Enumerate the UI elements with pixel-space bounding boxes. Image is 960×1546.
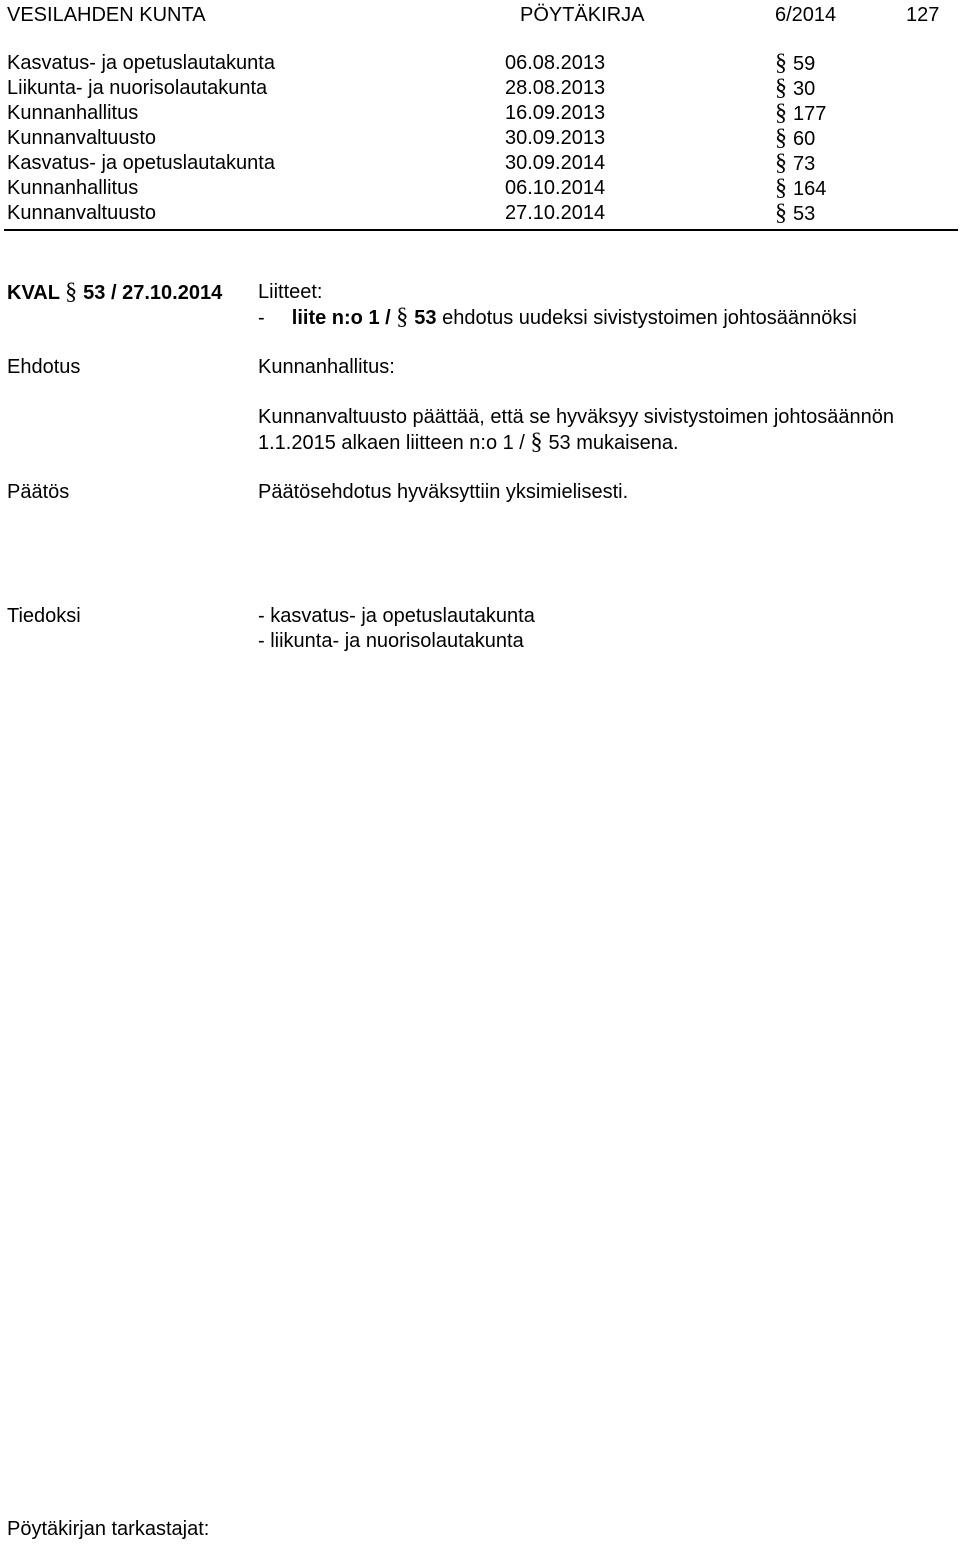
history-section: § 30 [775, 75, 816, 101]
history-section: § 177 [775, 100, 827, 126]
history-row [0, 151, 960, 176]
history-date: 30.09.2014 [505, 152, 606, 174]
history-section: § 59 [775, 50, 816, 76]
issue-number: 6/2014 [775, 4, 837, 26]
footer-checkers-label: Pöytäkirjan tarkastajat: [7, 1518, 210, 1540]
history-date: 28.08.2013 [505, 77, 606, 99]
attachments-label: Liitteet: [258, 281, 323, 303]
history-row [0, 76, 960, 101]
history-row [0, 176, 960, 201]
history-date: 30.09.2013 [505, 127, 606, 149]
history-row [0, 126, 960, 151]
attachment-description: ehdotus uudeksi sivistystoimen johtosäännöksi [442, 307, 857, 329]
history-section: § 53 [775, 200, 816, 226]
attachment-dash: - [258, 307, 265, 329]
attachment-ref: liite n:o 1 / [291, 307, 391, 329]
proposal-text-line1: Kunnanvaltuusto päättää, että se hyväksyy sivistystoimen johtosäännön [258, 406, 894, 428]
history-date: 16.09.2013 [505, 102, 606, 124]
section-symbol-icon: § [775, 150, 787, 176]
case-number: 53 / 27.10.2014 [83, 282, 223, 304]
notice-label: Tiedoksi [7, 605, 81, 627]
section-symbol-icon: § [775, 75, 787, 101]
municipality-name: VESILAHDEN KUNTA [7, 4, 206, 26]
proposal-text-line2: 1.1.2015 alkaen liitteen n:o 1 / § 53 mukaisena. [258, 429, 679, 455]
attachment-item [258, 305, 857, 330]
section-symbol-icon: § [775, 125, 787, 151]
history-section: § 164 [775, 175, 827, 201]
history-body: Kasvatus- ja opetuslautakunta [7, 152, 275, 174]
history-row [0, 51, 960, 76]
document-type: PÖYTÄKIRJA [520, 4, 645, 26]
section-symbol-icon: § [775, 200, 787, 226]
history-body: Kasvatus- ja opetuslautakunta [7, 52, 275, 74]
history-body: Kunnanhallitus [7, 177, 139, 199]
attachment-section: 53 [414, 307, 437, 329]
section-symbol-icon: § [530, 429, 543, 455]
history-body: Kunnanvaltuusto [7, 127, 157, 149]
header-divider [4, 229, 958, 231]
history-body: Liikunta- ja nuorisolautakunta [7, 77, 268, 99]
section-symbol-icon: § [775, 100, 787, 126]
history-body: Kunnanvaltuusto [7, 202, 157, 224]
history-date: 06.08.2013 [505, 52, 606, 74]
history-section: § 60 [775, 125, 816, 151]
section-symbol-icon: § [775, 175, 787, 201]
proposal-by: Kunnanhallitus: [258, 356, 395, 378]
section-symbol-icon: § [775, 50, 787, 76]
section-symbol-icon: § [65, 279, 78, 305]
proposal-label: Ehdotus [7, 356, 81, 378]
history-row [0, 101, 960, 126]
case-prefix: KVAL [7, 282, 60, 304]
notice-recipient: - liikunta- ja nuorisolautakunta [258, 630, 524, 652]
decision-label: Päätös [7, 481, 70, 503]
history-body: Kunnanhallitus [7, 102, 139, 124]
case-heading [7, 280, 222, 305]
history-date: 06.10.2014 [505, 177, 606, 199]
decision-text: Päätösehdotus hyväksyttiin yksimielisesti. [258, 481, 629, 503]
notice-recipient: - kasvatus- ja opetuslautakunta [258, 605, 535, 627]
history-date: 27.10.2014 [505, 202, 606, 224]
page-number: 127 [906, 4, 940, 26]
section-symbol-icon: § [396, 304, 409, 330]
history-section: § 73 [775, 150, 816, 176]
history-row [0, 201, 960, 226]
